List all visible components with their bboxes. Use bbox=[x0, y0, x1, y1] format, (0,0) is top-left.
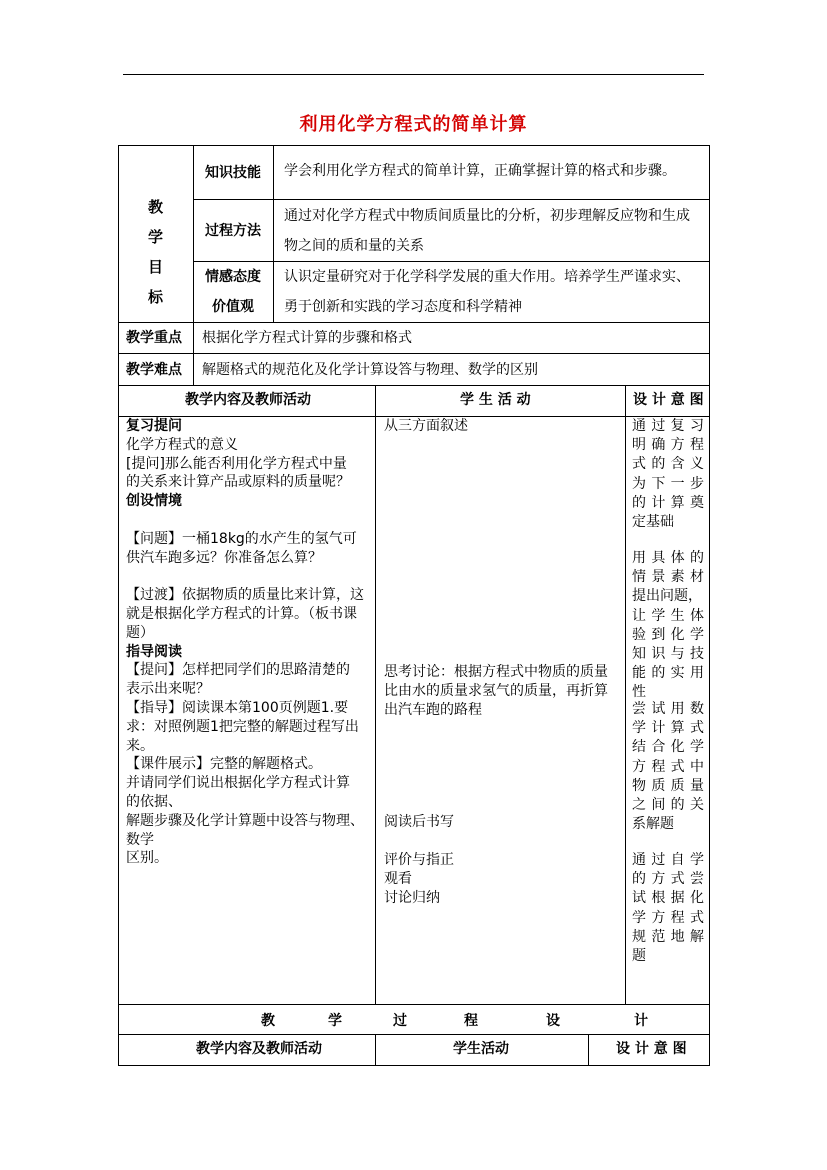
student-activity-line: 评价与指正 bbox=[384, 852, 454, 868]
key-point-text: 根据化学方程式计算的步骤和格式 bbox=[202, 330, 412, 346]
intent-line: 物质质量 bbox=[632, 777, 704, 794]
content-line: 供汽车跑多远？你准备怎么算？ bbox=[126, 549, 322, 566]
intent-line: 情景素材 bbox=[632, 569, 704, 586]
intent-line: 通过自学 bbox=[632, 852, 704, 868]
intent-line: 知识与技 bbox=[632, 646, 704, 663]
content-line: 就是根据化学方程式的计算。（板书课 bbox=[126, 606, 357, 622]
content-line: 并请同学们说出根据化学方程式计算 bbox=[126, 775, 350, 792]
objectives-label-char: 目 bbox=[148, 258, 164, 276]
process-title-char: 程 bbox=[464, 1013, 478, 1029]
content-line: 【过渡】依据物质的质量比来计算，这 bbox=[126, 587, 364, 604]
content-line: 的依据、 bbox=[126, 794, 182, 810]
content-line: 的关系来计算产品或原料的质量呢？ bbox=[126, 474, 350, 491]
process-title-char: 学 bbox=[328, 1013, 342, 1029]
process-title-char: 过 bbox=[393, 1013, 407, 1029]
student-activity-line: 思考讨论：根据方程式中物质的质量 bbox=[384, 664, 608, 680]
design-intent-block bbox=[632, 851, 704, 966]
content-line: 解题步骤及化学计算题中设答与物理、 bbox=[126, 812, 364, 829]
key-point-label: 教学重点 bbox=[126, 330, 182, 346]
intent-line: 能的实用 bbox=[632, 665, 704, 682]
section-heading: 指导阅读 bbox=[126, 643, 182, 660]
intent-line: 为下一步 bbox=[632, 475, 704, 492]
objectives-label-char: 学 bbox=[148, 228, 164, 246]
intent-line: 的方式尝 bbox=[632, 871, 704, 888]
intent-line: 提出问题， bbox=[632, 588, 702, 605]
intent-line: 性 bbox=[632, 684, 646, 701]
content-column-header: 教学内容及教师活动 bbox=[185, 392, 311, 408]
page-title: 利用化学方程式的简单计算 bbox=[299, 114, 528, 135]
content-line: 数学 bbox=[126, 831, 154, 848]
process-title-char: 计 bbox=[634, 1013, 648, 1029]
intent-line: 尝试用数 bbox=[632, 701, 704, 717]
intent-line: 试根据化 bbox=[632, 890, 704, 907]
content-line: 化学方程式的意义 bbox=[126, 436, 238, 453]
process-method-text-line: 物之间的质和量的关系 bbox=[284, 238, 424, 254]
intent-line: 验到化学 bbox=[632, 626, 704, 643]
student-activity: 阅读后书写 bbox=[384, 814, 454, 830]
difficulty-label: 教学难点 bbox=[126, 362, 182, 378]
design-intent-block bbox=[632, 549, 704, 703]
process-method-label: 过程方法 bbox=[205, 223, 261, 239]
intent-line: 结合化学 bbox=[632, 739, 704, 756]
values-label: 价值观 bbox=[212, 299, 254, 315]
student-column-header: 学 生 活 动 bbox=[460, 392, 531, 408]
process-title-char: 设 bbox=[546, 1013, 560, 1029]
objectives-label-char: 教 bbox=[148, 198, 164, 216]
content-line: 求：对照例题1把完整的解题过程写出 bbox=[126, 718, 359, 735]
knowledge-skill-label: 知识技能 bbox=[205, 165, 261, 181]
intent-line: 式的含义 bbox=[632, 456, 704, 473]
knowledge-skill-text: 学会利用化学方程式的简单计算，正确掌握计算的格式和步骤。 bbox=[284, 163, 676, 179]
content-line: 来。 bbox=[126, 737, 154, 754]
intent-line: 方程式中 bbox=[632, 758, 704, 775]
content-line: 【指导】阅读课本第100页例题1.要 bbox=[126, 700, 349, 716]
intent-line: 学方程式 bbox=[632, 909, 704, 926]
process-method-text-line: 通过对化学方程式中物质间质量比的分析，初步理解反应物和生成 bbox=[284, 208, 690, 224]
emotion-attitude-text-line: 认识定量研究对于化学科学发展的重大作用。培养学生严谨求实、 bbox=[284, 269, 690, 285]
section-heading: 创设情境 bbox=[126, 493, 182, 510]
intent-line: 规范地解 bbox=[632, 928, 704, 945]
intent-line: 通过复习 bbox=[632, 418, 704, 434]
student-activity-line: 出汽车跑的路程 bbox=[384, 702, 482, 718]
difficulty-text: 解题格式的规范化及化学计算设答与物理、数学的区别 bbox=[202, 362, 538, 378]
intent-line: 系解题 bbox=[632, 816, 674, 833]
content-line: [提问]那么能否利用化学方程式中量 bbox=[126, 455, 347, 472]
intent-line: 用具体的 bbox=[632, 550, 704, 566]
intent-line: 题 bbox=[632, 948, 646, 965]
header-rule bbox=[123, 74, 704, 75]
student-activity-line: 观看 bbox=[384, 871, 412, 887]
intent-line: 的计算奠 bbox=[632, 494, 704, 511]
content-line: 【提问】怎样把同学们的思路清楚的 bbox=[126, 662, 350, 679]
content-line: 【问题】一桶18kg的水产生的氢气可 bbox=[126, 530, 357, 547]
footer-content-header: 教学内容及教师活动 bbox=[196, 1041, 322, 1057]
process-title-char: 教 bbox=[261, 1013, 275, 1029]
content-line: 区别。 bbox=[126, 850, 168, 867]
intent-line: 明确方程 bbox=[632, 437, 704, 454]
design-intent-block bbox=[632, 700, 704, 834]
intent-line: 定基础 bbox=[632, 514, 674, 531]
intent-line: 让学生体 bbox=[632, 607, 704, 624]
objectives-label-char: 标 bbox=[148, 288, 164, 306]
student-activity-line: 比由水的质量求氢气的质量，再折算 bbox=[384, 683, 608, 699]
intent-line: 学计算式 bbox=[632, 720, 704, 737]
intent-column-header: 设 计 意 图 bbox=[633, 392, 704, 408]
content-line: 【课件展示】完整的解题格式。 bbox=[126, 756, 322, 773]
emotion-attitude-label: 情感态度 bbox=[205, 269, 261, 285]
emotion-attitude-text-line: 勇于创新和实践的学习态度和科学精神 bbox=[284, 299, 522, 315]
section-heading: 复习提问 bbox=[126, 418, 182, 434]
design-intent-block bbox=[632, 417, 704, 532]
footer-intent-header: 设 计 意 图 bbox=[616, 1041, 687, 1057]
student-activity-line: 讨论归纳 bbox=[384, 890, 440, 906]
intent-line: 之间的关 bbox=[632, 797, 704, 814]
content-line: 题） bbox=[126, 624, 154, 641]
content-line: 表示出来呢？ bbox=[126, 681, 210, 698]
footer-student-header: 学生活动 bbox=[453, 1041, 509, 1057]
student-activity: 从三方面叙述 bbox=[384, 418, 468, 434]
